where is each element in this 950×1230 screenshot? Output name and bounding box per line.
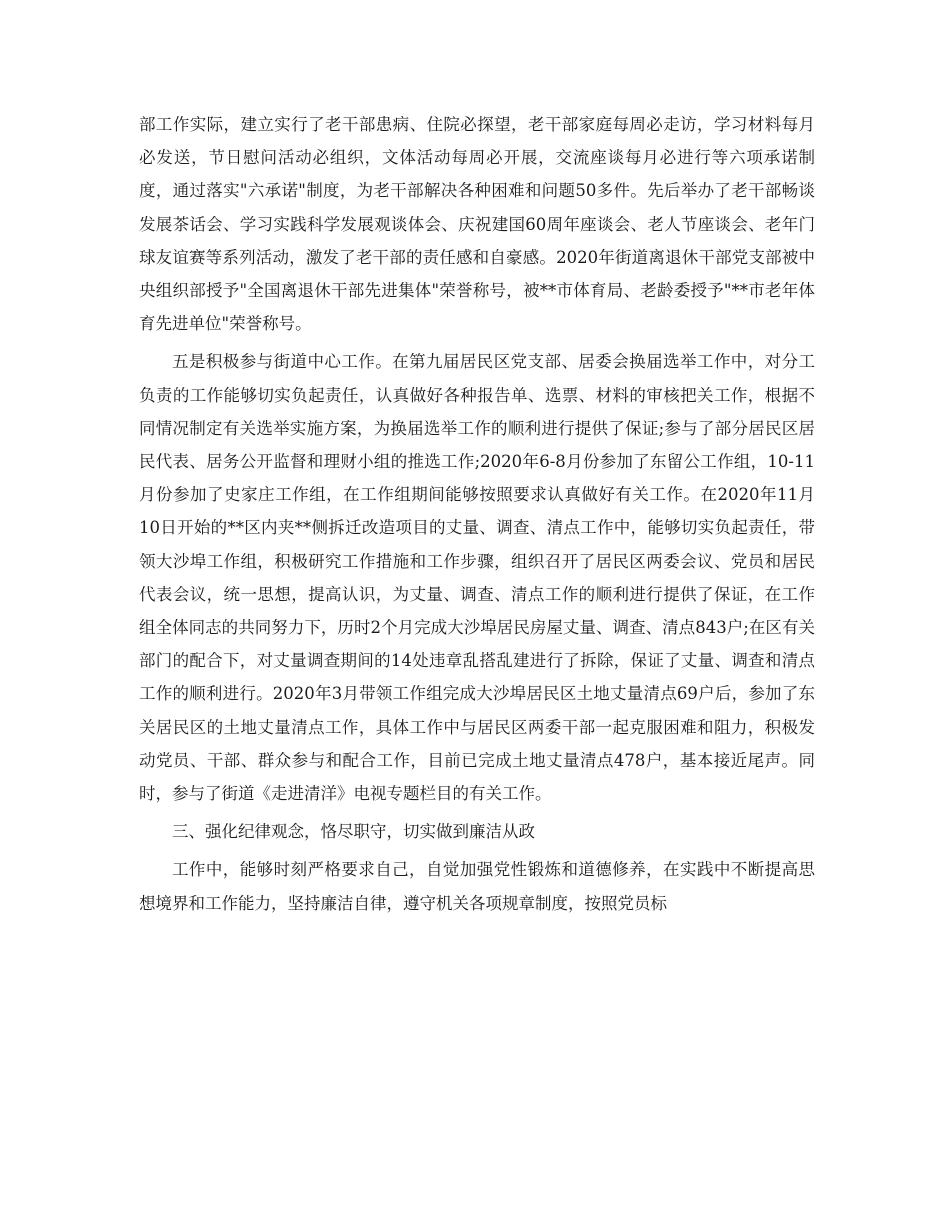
- document-body: [139, 108, 815, 925]
- paragraph-3: 工作中，能够时刻严格要求自己，自觉加强党性锻炼和道德修养，在实践中不断提高思想境界和工作能力，坚持廉洁自律，遵守机关各项规章制度，按照党员标: [139, 860, 815, 913]
- paragraph-2: 五是积极参与街道中心工作。在第九届居民区党支部、居委会换届选举工作中，对分工负责的工作能够切实负起责任，认真做好各种报告单、选票、材料的审核把关工作，根据不同情况制定有关选举实施方案，为换届选举工作的顺利进行提供了保证;参与了部分居民区居民代表、居务公开监督和理财小组的推选工作;2020年6-8月份参加了东留公工作组，10-11月份参加了史家庄工作组，在工作组期间能够按照要求认真做好有关工作。在2020年11月10日开始的**区内夹**侧拆迁改造项目的丈量、调查、清点工作中，能够切实负起责任，带领大沙埠工作组，积极研究工作措施和工作步骤，组织召开了居民区两委会议、党员和居民代表会议，统一思想，提高认识，为丈量、调查、清点工作的顺利进行提供了保证，在工作组全体同志的共同努力下，历时2个月完成大沙埠居民房屋丈量、调查、清点843户;在区有关部门的配合下，对丈量调查期间的14处违章乱搭乱建进行了拆除，保证了丈量、调查和清点工作的顺利进行。2020年3月带领工作组完成大沙埠居民区土地丈量清点69户后，参加了东关居民区的土地丈量清点工作，具体工作中与居民区两委干部一起克服困难和阻力，积极发动党员、干部、群众参与和配合工作，目前已完成土地丈量清点478户，基本接近尾声。同时，参与了街道《走进清洋》电视专题栏目的有关工作。: [139, 352, 815, 804]
- section-heading: 三、强化纪律观念，恪尽职守，切实做到廉洁从政: [172, 822, 535, 842]
- paragraph-1: 部工作实际，建立实行了老干部患病、住院必探望，老干部家庭每周必走访，学习材料每月必发送，节日慰问活动必组织，文体活动每周必开展，交流座谈每月必进行等六项承诺制度，通过落实"六承诺"制度，为老干部解决各种困难和问题50多件。先后举办了老干部畅谈发展茶话会、学习实践科学发展观谈体会、庆祝建国60周年座谈会、老人节座谈会、老年门球友谊赛等系列活动，激发了老干部的责任感和自豪感。2020年街道离退休干部党支部被中央组织部授予"全国离退休干部先进集体"荣誉称号，被**市体育局、老龄委授予"**市老年体育先进单位"荣誉称号。: [139, 115, 815, 334]
